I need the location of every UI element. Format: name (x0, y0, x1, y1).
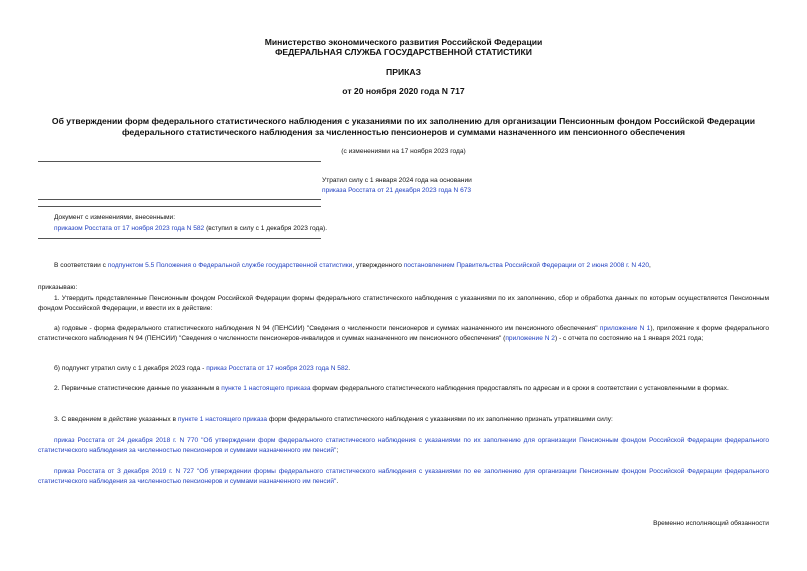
signature-line: Временно исполняющий обязанности (653, 520, 769, 527)
appendix-1-link[interactable]: приложение N 1 (599, 325, 651, 332)
doc-date-number: от 20 ноября 2020 года N 717 (342, 86, 465, 96)
paragraph-1a: а) годовые - форма федерального статистического наблюдения N 94 (ПЕНСИИ) "Сведения о численности пенсионеров и суммах назначенного им пенсионного обеспечения" приложение N 1), приложение к форме федерального статистического наблюдения N 94 (ПЕНСИИ) "Сведения о численности пенсионеров-инвалидов и суммах назначенного им пенсионного обеспечения" (приложение N 2) - с отчета по состоянию на 1 января 2021 года; (38, 325, 769, 342)
doc-title-line1: Об утверждении форм федерального статистического наблюдения с указаниями по их заполнению для организации Пенсионным фондом Российской Федерации (51, 116, 756, 126)
doc-type: ПРИКАЗ (386, 67, 421, 77)
divider (38, 161, 321, 162)
service-name: ФЕДЕРАЛЬНАЯ СЛУЖБА ГОСУДАРСТВЕННОЙ СТАТИСТИКИ (275, 47, 532, 57)
changes-suffix: (вступил в силу с 1 декабря 2023 года). (204, 225, 328, 232)
changes-intro: Документ с изменениями, внесенными: (54, 214, 176, 221)
divider (38, 199, 321, 200)
basis-link-decree[interactable]: постановлением Правительства Российской Федерации от 2 июня 2008 г. N 420 (403, 262, 650, 269)
paragraph-1: 1. Утвердить представленные Пенсионным фондом Российской Федерации формы федерального статистического наблюдения с указаниями по их заполнению, сбор и обработка данных по которым осуществляется Пенсионным фондом Российской Федерации, и ввести их в действие: (38, 295, 769, 312)
p3b-link[interactable]: приказ Росстата от 3 декабря 2019 г. N 727 "Об утверждении формы федерального статистического наблюдения с указаниями по ее заполнению для организации Пенсионным фондом Российской Федерации федерального статистического наблюдения за численностью пенсионеров и суммами назначенного им пенсий" (38, 468, 769, 485)
paragraph-2: 2. Первичные статистические данные по указанным в пункте 1 настоящего приказа формам федерального статистического наблюдения предоставлять по адресам и в сроки в соответствии с установленными в формах. (54, 385, 729, 392)
doc-title-line2: федерального статистического наблюдения за численностью пенсионеров и суммами назначенного им пенсионного обеспечения (121, 127, 686, 137)
divider (38, 238, 321, 239)
appendix-2-link[interactable]: приложение N 2 (505, 335, 555, 342)
status-text: Утратил силу с 1 января 2024 года на основании (322, 177, 472, 184)
revision-note: (с изменениями на 17 ноября 2023 года) (341, 148, 466, 155)
paragraph-1b: б) подпункт утратил силу с 1 декабря 2023 года - приказ Росстата от 17 ноября 2023 года N 582. (54, 365, 351, 372)
basis-paragraph: В соответствии с подпунктом 5.5 Положения о Федеральной службе государственной статистики, утвержденного постановлением Правительства Российской Федерации от 2 июня 2008 г. N 420, (54, 262, 651, 269)
p3a-link[interactable]: приказ Росстата от 24 декабря 2018 г. N 770 "Об утверждении форм федерального статистического наблюдения с указаниями по их заполнению для организации Пенсионным фондом Российской Федерации федерального статистического наблюдения за численностью пенсионеров и суммами назначенного им пенсий" (38, 437, 769, 454)
p1b-link[interactable]: приказ Росстата от 17 ноября 2023 года N 582 (206, 365, 349, 372)
paragraph-3: 3. С введением в действие указанных в пункте 1 настоящего приказа форм федерального статистического наблюдения с указаниями по их заполнению признать утратившими силу: (54, 416, 613, 423)
paragraph-3a: приказ Росстата от 24 декабря 2018 г. N 770 "Об утверждении форм федерального статистического наблюдения с указаниями по их заполнению для организации Пенсионным фондом Российской Федерации федерального статистического наблюдения за численностью пенсионеров и суммами назначенного им пенсий"; (38, 437, 769, 454)
ministry-name: Министерство экономического развития Российской Федерации (264, 37, 543, 47)
basis-link-regulation[interactable]: подпунктом 5.5 Положения о Федеральной службе государственной статистики (107, 262, 353, 269)
divider (38, 206, 321, 207)
changes-link[interactable]: приказом Росстата от 17 ноября 2023 года N 582 (54, 225, 205, 232)
order-word: приказываю: (38, 284, 78, 291)
changes-line (54, 224, 327, 233)
p3-link[interactable]: пункте 1 настоящего приказа (177, 416, 268, 423)
p2-link[interactable]: пункте 1 настоящего приказа (221, 385, 311, 392)
status-link[interactable]: приказа Росстата от 21 декабря 2023 года N 673 (322, 187, 472, 194)
paragraph-3b: приказ Росстата от 3 декабря 2019 г. N 727 "Об утверждении формы федерального статистического наблюдения с указаниями по ее заполнению для организации Пенсионным фондом Российской Федерации федерального статистического наблюдения за численностью пенсионеров и суммами назначенного им пенсий". (38, 468, 769, 485)
